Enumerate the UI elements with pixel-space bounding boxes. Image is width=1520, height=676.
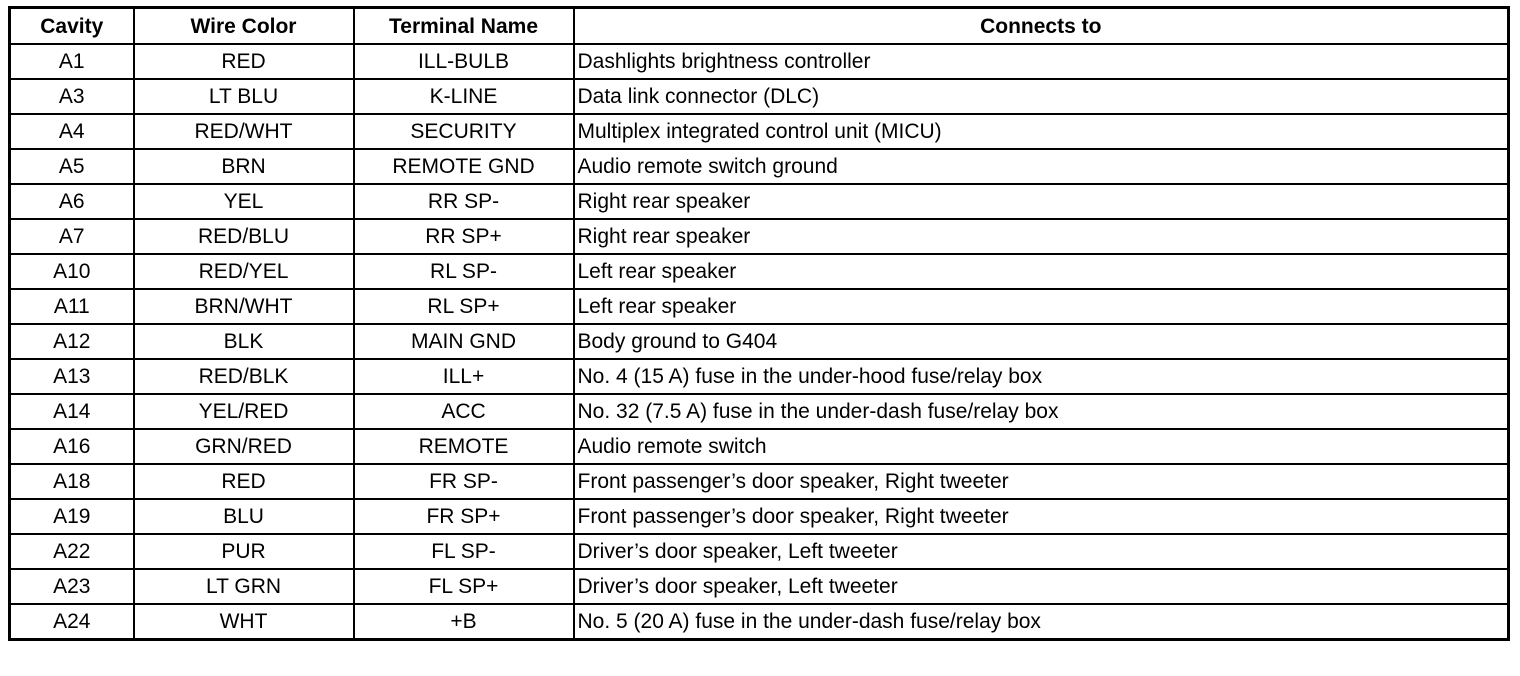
- cell-wire-color: RED/WHT: [134, 114, 354, 149]
- cell-connects-to: No. 4 (15 A) fuse in the under-hood fuse/relay box: [574, 359, 1509, 394]
- cell-connects-to: Dashlights brightness controller: [574, 44, 1509, 79]
- cell-cavity: A3: [10, 79, 134, 114]
- cell-connects-to: Body ground to G404: [574, 324, 1509, 359]
- cell-wire-color: YEL/RED: [134, 394, 354, 429]
- table-row: [10, 604, 1509, 640]
- cell-cavity: A19: [10, 499, 134, 534]
- cell-terminal-name: ILL+: [354, 359, 574, 394]
- cell-connects-to: No. 32 (7.5 A) fuse in the under-dash fuse/relay box: [574, 394, 1509, 429]
- cell-cavity: A4: [10, 114, 134, 149]
- cell-terminal-name: +B: [354, 604, 574, 640]
- cell-wire-color: BLU: [134, 499, 354, 534]
- cell-cavity: A10: [10, 254, 134, 289]
- cell-terminal-name: ACC: [354, 394, 574, 429]
- cell-connects-to: Data link connector (DLC): [574, 79, 1509, 114]
- cell-terminal-name: K-LINE: [354, 79, 574, 114]
- cell-cavity: A1: [10, 44, 134, 79]
- cell-cavity: A7: [10, 219, 134, 254]
- table-row: [10, 79, 1509, 114]
- cell-cavity: A14: [10, 394, 134, 429]
- cell-cavity: A16: [10, 429, 134, 464]
- table-header: [10, 8, 1509, 45]
- cell-terminal-name: SECURITY: [354, 114, 574, 149]
- cell-terminal-name: RL SP+: [354, 289, 574, 324]
- cell-connects-to: Driver’s door speaker, Left tweeter: [574, 534, 1509, 569]
- cell-cavity: A6: [10, 184, 134, 219]
- table-row: [10, 499, 1509, 534]
- cell-wire-color: RED/BLK: [134, 359, 354, 394]
- table-row: [10, 114, 1509, 149]
- connector-pinout-table: [8, 6, 1510, 641]
- cell-terminal-name: RR SP+: [354, 219, 574, 254]
- table-row: [10, 359, 1509, 394]
- cell-wire-color: LT GRN: [134, 569, 354, 604]
- cell-cavity: A24: [10, 604, 134, 640]
- table-row: [10, 254, 1509, 289]
- cell-connects-to: Right rear speaker: [574, 184, 1509, 219]
- header-connects-to: Connects to: [574, 8, 1509, 45]
- cell-terminal-name: MAIN GND: [354, 324, 574, 359]
- cell-connects-to: Multiplex integrated control unit (MICU): [574, 114, 1509, 149]
- cell-wire-color: RED/BLU: [134, 219, 354, 254]
- table-row: [10, 429, 1509, 464]
- cell-cavity: A22: [10, 534, 134, 569]
- cell-terminal-name: REMOTE GND: [354, 149, 574, 184]
- cell-wire-color: GRN/RED: [134, 429, 354, 464]
- table-row: [10, 219, 1509, 254]
- table-row: [10, 324, 1509, 359]
- table-row: [10, 44, 1509, 79]
- cell-wire-color: WHT: [134, 604, 354, 640]
- table-row: [10, 464, 1509, 499]
- cell-cavity: A13: [10, 359, 134, 394]
- cell-terminal-name: FL SP-: [354, 534, 574, 569]
- cell-terminal-name: FR SP-: [354, 464, 574, 499]
- cell-wire-color: PUR: [134, 534, 354, 569]
- cell-wire-color: RED: [134, 464, 354, 499]
- cell-cavity: A18: [10, 464, 134, 499]
- cell-connects-to: Driver’s door speaker, Left tweeter: [574, 569, 1509, 604]
- cell-connects-to: Left rear speaker: [574, 254, 1509, 289]
- cell-wire-color: BLK: [134, 324, 354, 359]
- header-row: [10, 8, 1509, 45]
- cell-connects-to: No. 5 (20 A) fuse in the under-dash fuse/relay box: [574, 604, 1509, 640]
- cell-connects-to: Right rear speaker: [574, 219, 1509, 254]
- cell-wire-color: YEL: [134, 184, 354, 219]
- cell-terminal-name: FL SP+: [354, 569, 574, 604]
- cell-wire-color: RED/YEL: [134, 254, 354, 289]
- table-row: [10, 534, 1509, 569]
- cell-cavity: A23: [10, 569, 134, 604]
- cell-connects-to: Audio remote switch: [574, 429, 1509, 464]
- table-row: [10, 569, 1509, 604]
- cell-cavity: A11: [10, 289, 134, 324]
- header-wire-color: Wire Color: [134, 8, 354, 45]
- table-row: [10, 149, 1509, 184]
- cell-wire-color: LT BLU: [134, 79, 354, 114]
- cell-terminal-name: RL SP-: [354, 254, 574, 289]
- cell-terminal-name: REMOTE: [354, 429, 574, 464]
- cell-cavity: A12: [10, 324, 134, 359]
- header-cavity: Cavity: [10, 8, 134, 45]
- cell-wire-color: BRN/WHT: [134, 289, 354, 324]
- cell-terminal-name: ILL-BULB: [354, 44, 574, 79]
- table-body: [10, 44, 1509, 640]
- cell-connects-to: Front passenger’s door speaker, Right tweeter: [574, 464, 1509, 499]
- table-row: [10, 289, 1509, 324]
- table-row: [10, 184, 1509, 219]
- cell-terminal-name: RR SP-: [354, 184, 574, 219]
- cell-wire-color: BRN: [134, 149, 354, 184]
- cell-connects-to: Left rear speaker: [574, 289, 1509, 324]
- cell-connects-to: Front passenger’s door speaker, Right tweeter: [574, 499, 1509, 534]
- table-row: [10, 394, 1509, 429]
- cell-cavity: A5: [10, 149, 134, 184]
- cell-connects-to: Audio remote switch ground: [574, 149, 1509, 184]
- cell-wire-color: RED: [134, 44, 354, 79]
- connector-pinout-table-container: [8, 6, 1507, 668]
- cell-terminal-name: FR SP+: [354, 499, 574, 534]
- header-terminal-name: Terminal Name: [354, 8, 574, 45]
